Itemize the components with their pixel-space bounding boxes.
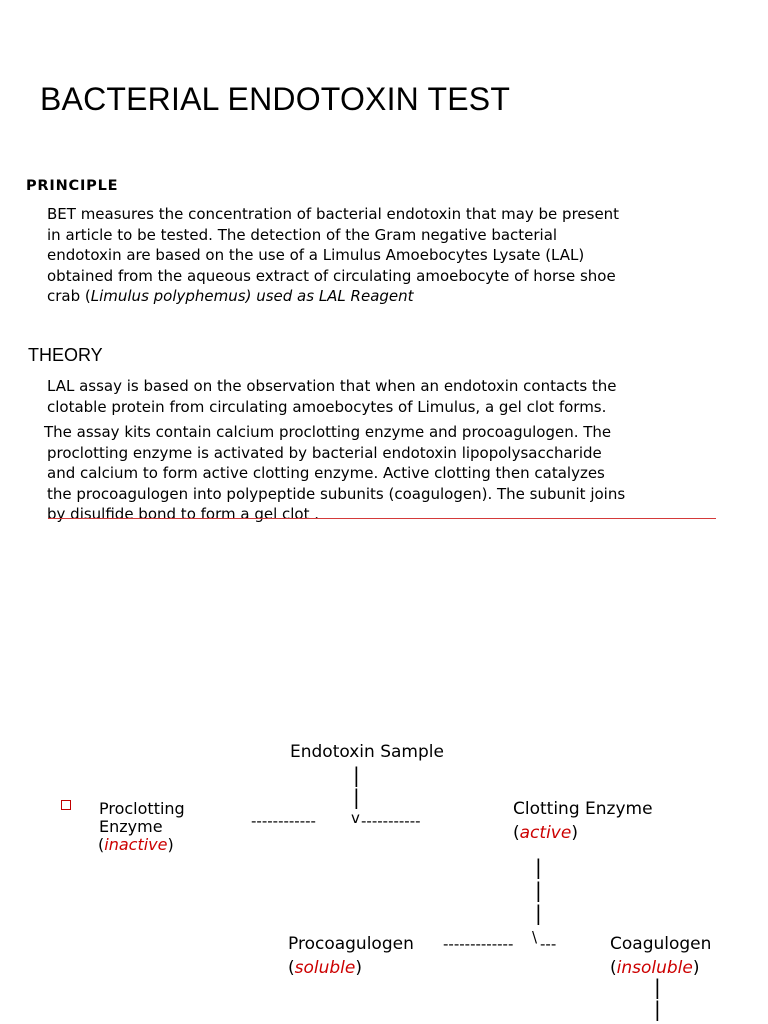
vertical-connector: |: [654, 997, 661, 1021]
bullet-square-icon: [61, 800, 71, 810]
dashed-connector-mid-left: -------------: [443, 935, 514, 953]
theory-line: the procoagulogen into polypeptide subunits (coagulogen). The subunit joins: [47, 484, 626, 503]
paren-close: ): [692, 958, 700, 978]
paren-close: ): [167, 835, 174, 854]
theory-heading: THEORY: [28, 345, 103, 365]
principle-paragraph: [47, 204, 619, 307]
insoluble-label: insoluble: [616, 958, 693, 978]
theory-paragraph-2: [47, 443, 625, 525]
proclotting-label-line2: Enzyme: [99, 817, 163, 836]
dashed-connector-right: -----------: [361, 812, 421, 830]
theory-line: and calcium to form active clotting enzyme. Active clotting then catalyzes: [47, 464, 605, 482]
vertical-connector: |: [353, 785, 360, 809]
arrow-head: v: [351, 809, 360, 827]
coagulogen-label: Coagulogen: [610, 934, 712, 954]
principle-line: endotoxin are based on the use of a Limulus Amoebocytes Lysate (LAL): [47, 246, 585, 264]
dashed-connector-mid-right: ---: [540, 935, 557, 953]
principle-heading: PRINCIPLE: [26, 178, 119, 194]
vertical-connector: |: [353, 763, 360, 787]
theory-paragraph-2-first: [44, 422, 611, 443]
inactive-label: inactive: [104, 835, 168, 854]
theory-line: LAL assay is based on the observation that when an endotoxin contacts the: [47, 377, 617, 395]
endotoxin-sample-label: Endotoxin Sample: [290, 742, 444, 762]
principle-line: BET measures the concentration of bacterial endotoxin that may be present: [47, 205, 620, 223]
principle-line: obtained from the aqueous extract of circulating amoebocyte of horse shoe: [47, 266, 616, 285]
clotting-enzyme-state: [513, 822, 578, 844]
proclotting-state: [98, 836, 174, 854]
theory-line: proclotting enzyme is activated by bacterial endotoxin lipopolysaccharide: [47, 443, 602, 462]
paren-close: ): [355, 958, 363, 978]
paren-close: ): [571, 823, 578, 843]
theory-line: by disulfide bond to form a gel clot .: [47, 505, 320, 523]
active-label: active: [519, 823, 572, 843]
vertical-connector: |: [535, 855, 542, 879]
soluble-label: soluble: [294, 958, 356, 978]
theory-line: clotable protein from circulating amoebocytes of Limulus, a gel clot forms.: [47, 397, 607, 416]
principle-last-prefix: crab (: [47, 287, 91, 305]
red-underline: [48, 518, 716, 519]
paren-open: (: [513, 823, 520, 843]
dashed-connector-left: ------------: [251, 812, 316, 830]
paren-open: (: [610, 958, 617, 978]
theory-paragraph-1: [47, 376, 617, 417]
principle-last-italic: Limulus polyphemus) used as LAL Reagent: [90, 287, 414, 305]
procoagulogen-state: [288, 957, 362, 979]
theory-line: The assay kits contain calcium proclotting enzyme and procoagulogen. The: [44, 423, 612, 441]
principle-line: in article to be tested. The detection of the Gram negative bacterial: [47, 225, 558, 244]
paren-open: (: [288, 958, 295, 978]
clotting-enzyme-label: Clotting Enzyme: [513, 799, 653, 819]
vertical-connector: |: [654, 975, 661, 999]
proclotting-label-line1: Proclotting: [99, 799, 185, 818]
procoagulogen-label: Procoagulogen: [288, 934, 414, 954]
arrow-head-slanted: \: [532, 928, 538, 946]
principle-line: [47, 286, 619, 307]
paren-open: (: [98, 835, 105, 854]
vertical-connector: |: [535, 901, 542, 925]
page-title: BACTERIAL ENDOTOXIN TEST: [40, 81, 511, 117]
vertical-connector: |: [535, 878, 542, 902]
